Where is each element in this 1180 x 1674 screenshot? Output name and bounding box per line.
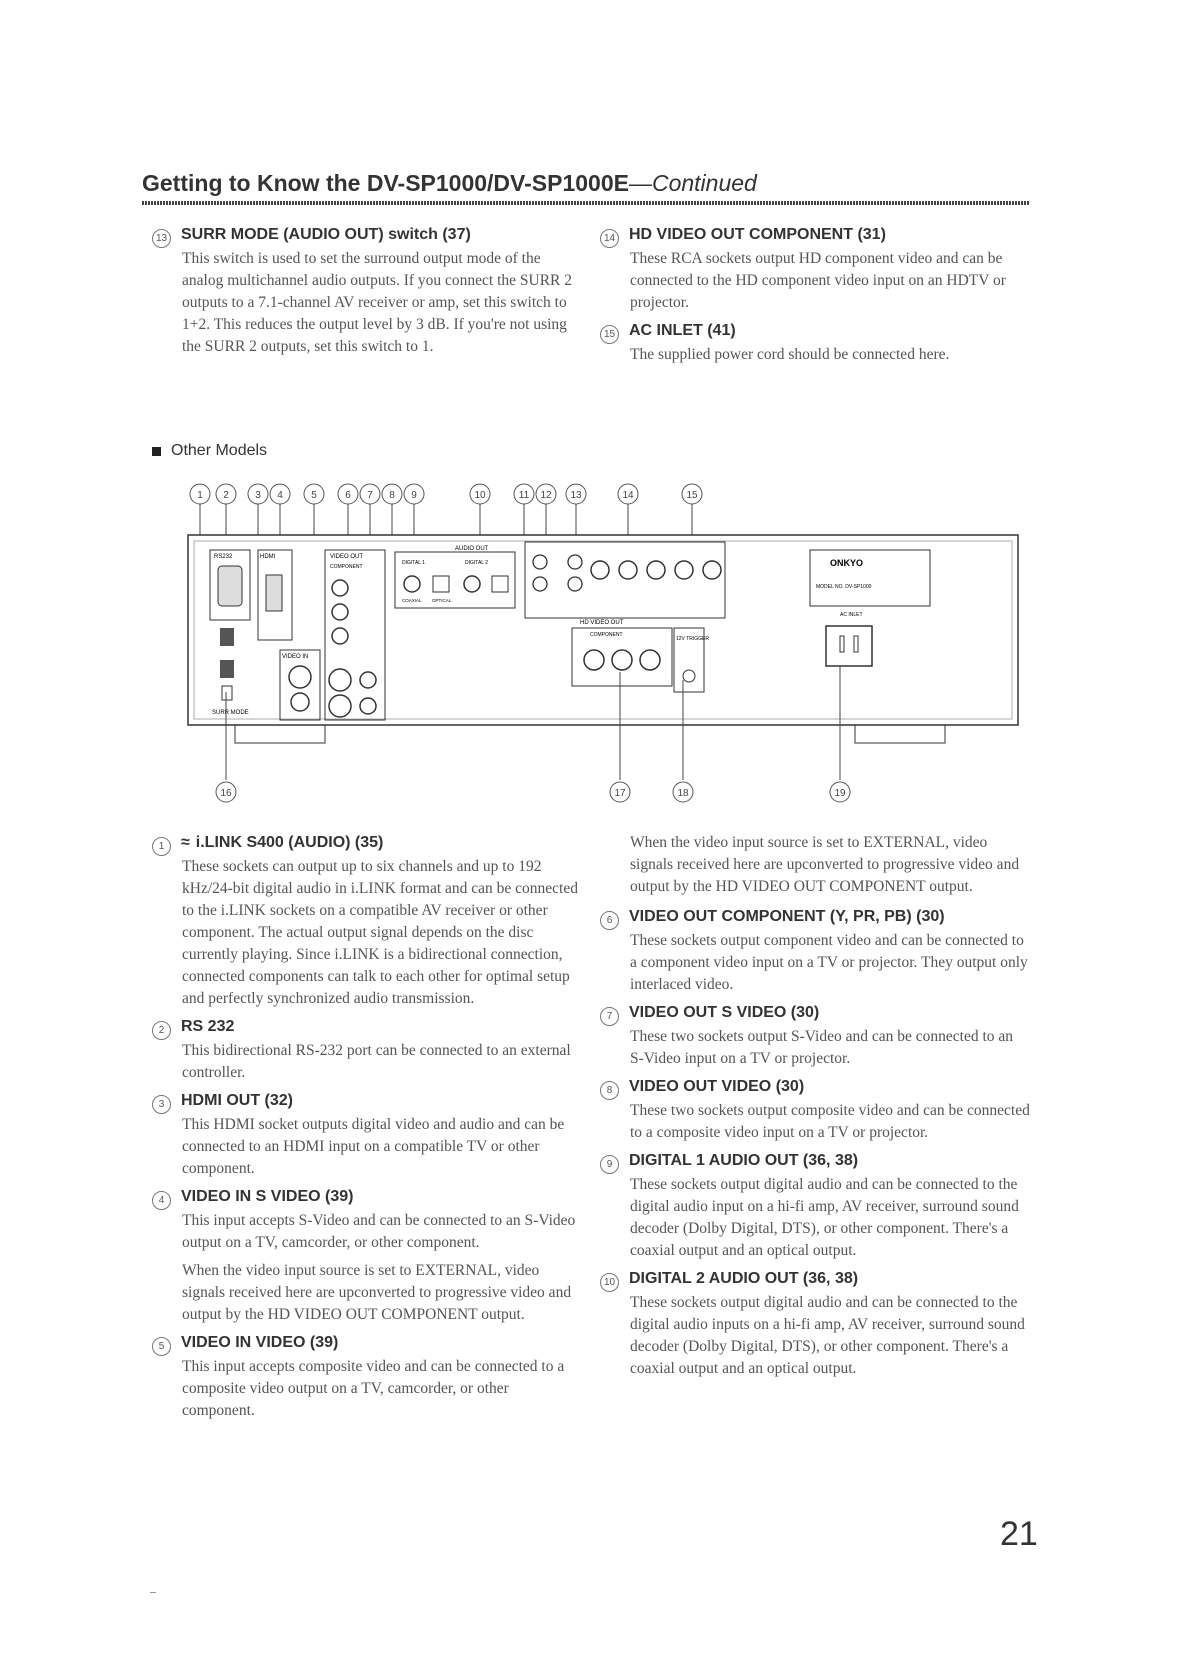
ac-inlet-label: AC INLET: [840, 612, 863, 618]
optical-label: OPTICAL: [432, 598, 452, 603]
component-label: COMPONENT: [330, 564, 363, 570]
bullet-square-icon: [152, 447, 161, 456]
callout-number-icon: 8: [600, 1081, 619, 1100]
page-number: 21: [1000, 1515, 1038, 1553]
item-heading-text: VIDEO IN VIDEO (39): [181, 1334, 339, 1351]
hd-video-out-label: HD VIDEO OUT: [580, 620, 624, 626]
digital1-optical-port: [433, 576, 449, 592]
item-heading-text: HDMI OUT (32): [181, 1092, 293, 1109]
top-right-column: [600, 224, 1030, 372]
callout-number: 5: [311, 490, 317, 501]
description-item: [152, 224, 582, 358]
callout-number: 16: [220, 788, 232, 799]
callout-number-icon: 15: [600, 325, 619, 344]
callout-number: 14: [622, 490, 634, 501]
bottom-right-column: [600, 832, 1030, 1386]
ac-inlet: [826, 626, 872, 666]
item-paragraph: These sockets output component video and can be connected to a component video input on a TV or projector. They output only interlaced video.: [630, 932, 1028, 993]
item-body: [630, 248, 1030, 314]
top-left-column: [152, 224, 582, 364]
description-item: [600, 1268, 1030, 1380]
brand-label: ONKYO: [830, 558, 864, 568]
item-heading: [600, 1268, 1030, 1290]
bottom-left-column: [152, 832, 582, 1428]
item-heading: [152, 832, 582, 854]
description-item: [600, 1150, 1030, 1262]
callout-number: 13: [570, 490, 582, 501]
item-heading: [600, 1076, 1030, 1098]
coaxial-label: COAXIAL: [402, 598, 422, 603]
callout-number-icon: 13: [152, 229, 171, 248]
description-item: [600, 224, 1030, 314]
item-paragraph: The supplied power cord should be connected here.: [630, 346, 950, 363]
item-body: [182, 856, 582, 1010]
section-heading: [152, 442, 267, 460]
component-y-jack: [332, 580, 348, 596]
callout-number: 9: [411, 490, 417, 501]
ilink-icon: ≈: [181, 834, 190, 851]
item-body: [630, 1174, 1030, 1262]
hd-y-jack: [584, 650, 604, 670]
callout-number: 4: [277, 490, 283, 501]
item-heading: [600, 224, 1030, 246]
item-body: [630, 1026, 1030, 1070]
trigger-label: 12V TRIGGER: [676, 636, 709, 642]
item-body: [182, 1114, 582, 1180]
item-heading: [600, 1150, 1030, 1172]
item-body: [182, 1356, 582, 1422]
item-heading-text: RS 232: [181, 1018, 235, 1035]
component-pb-jack: [332, 604, 348, 620]
item-heading: [152, 1186, 582, 1208]
item-heading: [152, 1090, 582, 1112]
analog-jack-2: [533, 577, 547, 591]
rs232-port: [218, 566, 242, 606]
callout-number: 8: [389, 490, 395, 501]
callout-number: 7: [367, 490, 373, 501]
description-item: [600, 1002, 1030, 1070]
ilink-port-2: [220, 660, 234, 678]
footer-mark: [150, 1592, 156, 1593]
callout-number: 10: [474, 490, 486, 501]
item-heading: [600, 1002, 1030, 1024]
item-heading: [152, 1016, 582, 1038]
analog-jack-7: [647, 561, 665, 579]
callout-number-icon: 3: [152, 1095, 171, 1114]
digital2-coaxial-jack: [464, 576, 480, 592]
hd-pr-jack: [640, 650, 660, 670]
callout-number-icon: 5: [152, 1337, 171, 1356]
svideo-out-jack-1: [329, 669, 351, 691]
item-paragraph: These sockets can output up to six channels and up to 192 kHz/24-bit digital audio in i.LINK format and can be connected to the i.LINK sockets on a compatible AV receiver or other component. The actual output signal depends on the disc currently playing. Since i.LINK is a bidirectional connection, connected components can talk to each other for optimal setup and perfectly synchronized audio transmission.: [182, 858, 578, 1007]
callout-number-icon: 6: [600, 911, 619, 930]
title-rule: [142, 201, 1030, 205]
description-item: [600, 320, 1030, 366]
item-paragraph: This HDMI socket outputs digital video and audio and can be connected to an HDMI input on a compatible TV or other component.: [182, 1116, 565, 1177]
callout-number-icon: 2: [152, 1021, 171, 1040]
analog-jack-6: [619, 561, 637, 579]
continued-paragraph: When the video input source is set to EXTERNAL, video signals received here are upconverted to progressive video and output by the HD VIDEO OUT COMPONENT output.: [630, 834, 1020, 895]
callout-number-icon: 7: [600, 1007, 619, 1026]
model-label: MODEL NO. DV-SP1000: [816, 584, 872, 590]
item-body: [630, 1100, 1030, 1144]
trigger-jack: [683, 670, 695, 682]
item-paragraph: These RCA sockets output HD component video and can be connected to the HD component video input on an HDTV or projector.: [630, 250, 1006, 311]
page-title: [142, 170, 757, 197]
callout-number: 18: [677, 788, 689, 799]
item-paragraph: When the video input source is set to EXTERNAL, video signals received here are upconverted to progressive video and output by the HD VIDEO OUT COMPONENT output.: [182, 1262, 572, 1323]
video-in-jack: [291, 693, 309, 711]
callout-number-icon: 4: [152, 1191, 171, 1210]
item-paragraph: This switch is used to set the surround output mode of the analog multichannel audio outputs. If you connect the SURR 2 outputs to a 7.1-channel AV receiver or amp, set this switch to 1+2. This reduces the output level by 3 dB. If you're not using the SURR 2 outputs, set this switch to 1.: [182, 250, 573, 355]
foot-right: [855, 725, 945, 743]
item-heading-text: HD VIDEO OUT COMPONENT (31): [629, 226, 886, 243]
callout-number: 15: [686, 490, 698, 501]
item-paragraph: These sockets output digital audio and can be connected to the digital audio input on a hi-fi amp, AV receiver, surround sound decoder (Dolby Digital, DTS), or other component. There's a coaxial output and an optical output.: [630, 1176, 1019, 1259]
analog-jack-3: [568, 555, 582, 569]
item-heading-text: VIDEO OUT VIDEO (30): [629, 1078, 805, 1095]
item-heading: [152, 224, 582, 246]
item-paragraph: These two sockets output composite video and can be connected to a composite video input on a TV or projector.: [630, 1102, 1030, 1141]
item-paragraph: These two sockets output S-Video and can be connected to an S-Video input on a TV or projector.: [630, 1028, 1014, 1067]
title-main: Getting to Know the DV-SP1000/DV-SP1000E: [142, 170, 629, 196]
item-heading-text: SURR MODE (AUDIO OUT) switch (37): [181, 226, 471, 243]
item-heading: [152, 1332, 582, 1354]
analog-jack-5: [591, 561, 609, 579]
digital1-label: DIGITAL 1: [402, 560, 426, 566]
item-heading-text: VIDEO OUT S VIDEO (30): [629, 1004, 820, 1021]
description-item: [152, 832, 582, 1010]
item-body: [630, 344, 1030, 366]
item-heading-text: VIDEO IN S VIDEO (39): [181, 1188, 354, 1205]
description-item: [152, 1016, 582, 1084]
callout-number-icon: 14: [600, 229, 619, 248]
callout-number: 11: [518, 490, 530, 501]
video-out-jack-1: [360, 672, 376, 688]
surr-mode-label: SURR MODE: [212, 710, 249, 716]
surr-mode-switch: [222, 686, 232, 700]
item-paragraph: This input accepts composite video and can be connected to a composite video output on a TV, camcorder, or other component.: [182, 1358, 565, 1419]
item-body: [630, 930, 1030, 996]
analog-jack-8: [675, 561, 693, 579]
rear-panel-diagram: [180, 480, 1030, 820]
item-heading: [600, 906, 1030, 928]
description-item: [152, 1186, 582, 1326]
callout-number: 19: [834, 788, 846, 799]
rs232-label: RS232: [214, 554, 233, 560]
item-body: [630, 1292, 1030, 1380]
digital2-optical-port: [492, 576, 508, 592]
item-paragraph: This input accepts S-Video and can be connected to an S-Video output on a TV, camcorder, or other component.: [182, 1212, 576, 1251]
svideo-in-jack: [289, 666, 311, 688]
callout-number: 3: [255, 490, 261, 501]
item-heading-text: i.LINK S400 (AUDIO) (35): [195, 834, 384, 851]
analog-jack-1: [533, 555, 547, 569]
item-paragraph: This bidirectional RS-232 port can be connected to an external controller.: [182, 1042, 571, 1081]
item-heading-text: VIDEO OUT COMPONENT (Y, PR, PB) (30): [629, 908, 945, 925]
description-item: [152, 1332, 582, 1422]
callout-number: 2: [223, 490, 229, 501]
item-body: [182, 1040, 582, 1084]
video-in-label: VIDEO IN: [282, 654, 309, 660]
item-heading-text: DIGITAL 1 AUDIO OUT (36, 38): [629, 1152, 859, 1169]
ilink-port-1: [220, 628, 234, 646]
video-out-label: VIDEO OUT: [330, 554, 364, 560]
foot-left: [235, 725, 325, 743]
analog-jack-4: [568, 577, 582, 591]
callout-number-icon: 9: [600, 1155, 619, 1174]
svideo-out-jack-2: [329, 695, 351, 717]
top-callouts: [190, 484, 702, 504]
item-body: [182, 1210, 582, 1326]
item-heading-text: AC INLET (41): [629, 322, 736, 339]
callout-number: 12: [540, 490, 552, 501]
video-out-jack-2: [360, 698, 376, 714]
title-continued: —Continued: [628, 170, 757, 196]
hd-pb-jack: [612, 650, 632, 670]
hdmi-port: [266, 575, 282, 611]
section-label: Other Models: [171, 442, 268, 459]
item-heading-text: DIGITAL 2 AUDIO OUT (36, 38): [629, 1270, 859, 1287]
component-pr-jack: [332, 628, 348, 644]
callout-number: 6: [345, 490, 351, 501]
item-paragraph: These sockets output digital audio and can be connected to the digital audio inputs on a hi-fi amp, AV receiver, surround sound decoder (Dolby Digital, DTS), or other component. There's a coaxial output and an optical output.: [630, 1294, 1025, 1377]
digital1-coaxial-jack: [404, 576, 420, 592]
digital2-label: DIGITAL 2: [465, 560, 489, 566]
callout-number: 17: [614, 788, 626, 799]
callout-number: 1: [197, 490, 203, 501]
description-item: [600, 906, 1030, 996]
analog-jack-9: [703, 561, 721, 579]
description-item: [152, 1090, 582, 1180]
hdmi-label: HDMI: [260, 554, 276, 560]
callout-number-icon: 10: [600, 1273, 619, 1292]
item-heading: [600, 320, 1030, 342]
audio-out-label: AUDIO OUT: [455, 546, 489, 552]
item-body: [182, 248, 582, 358]
description-item: [600, 1076, 1030, 1144]
callout-number-icon: 1: [152, 837, 171, 856]
hd-component-label: COMPONENT: [590, 632, 623, 638]
